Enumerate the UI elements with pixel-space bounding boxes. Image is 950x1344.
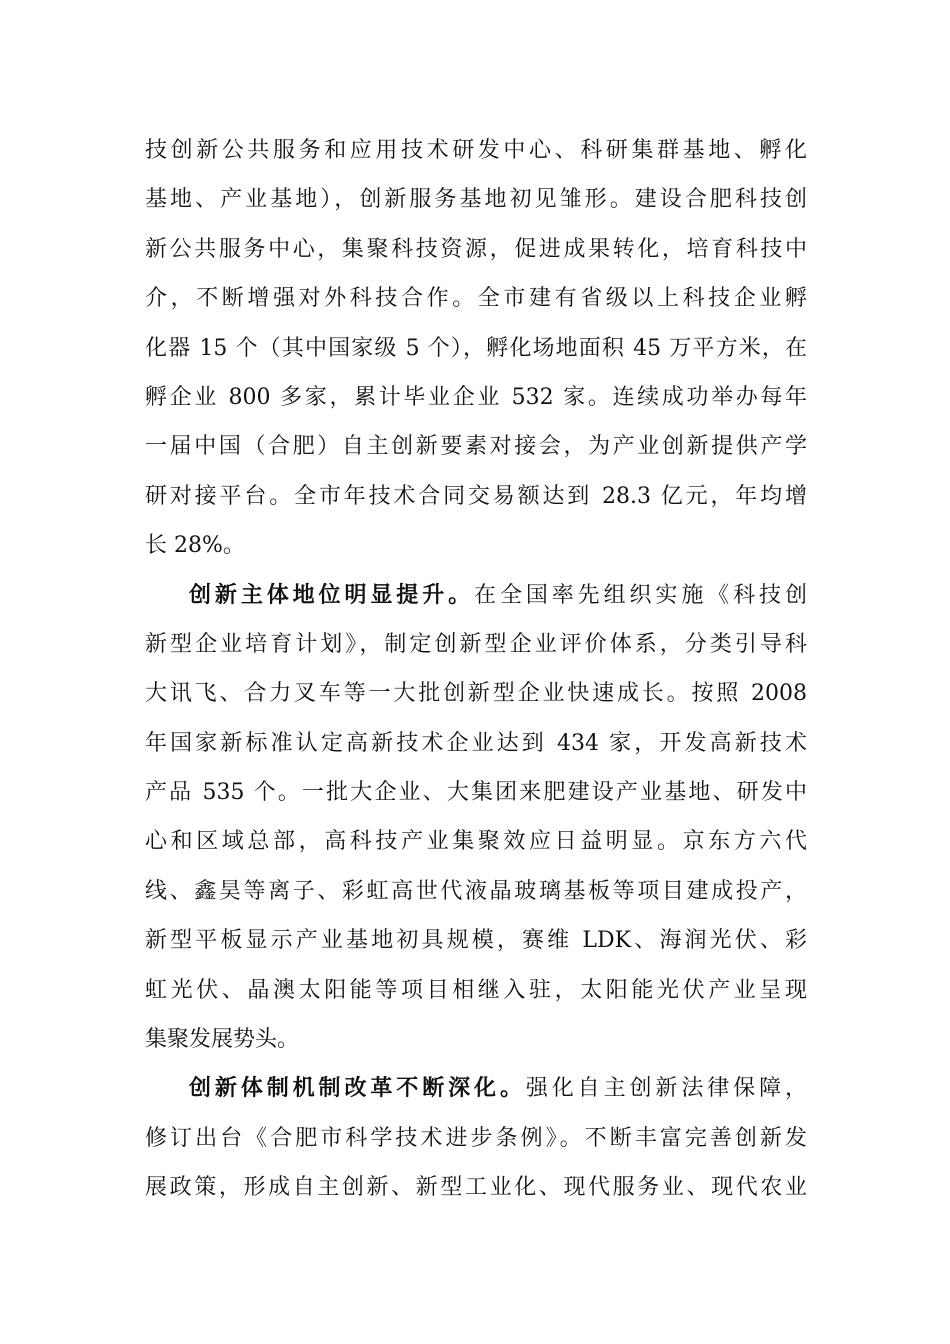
text-line: 产品 535 个。一批大企业、大集团来肥建设产业基地、研发中 (145, 780, 807, 806)
text-line (145, 571, 807, 620)
text-line: 修订出台《合肥市科学技术进步条例》。不断丰富完善创新发 (145, 1125, 807, 1151)
text-line: 虹光伏、晶澳太阳能等项目相继入驻，太阳能光伏产业呈现 (145, 977, 807, 1003)
text-line: 新型企业培育计划》，制定创新型企业评价体系，分类引导科 (145, 631, 807, 657)
paragraph-heading: 创新主体地位明显提升。 (189, 581, 475, 608)
text-line: 介，不断增强对外科技合作。全市建有省级以上科技企业孵 (145, 286, 807, 312)
text-line: 一届中国（合肥）自主创新要素对接会，为产业创新提供产学 (145, 434, 807, 460)
text-line: 化器 15 个（其中国家级 5 个），孵化场地面积 45 万平方米，在 (145, 335, 807, 361)
text-line: 研对接平台。全市年技术合同交易额达到 28.3 亿元，年均增 (145, 483, 807, 509)
paragraph (145, 1064, 807, 1212)
text-line: 大讯飞、合力叉车等一大批创新型企业快速成长。按照 2008 (145, 681, 807, 707)
text-line: 集聚发展势头。 (145, 1027, 300, 1053)
text-line: 基地、产业基地），创新服务基地初见雏形。建设合肥科技创 (145, 187, 807, 213)
text-line: 孵企业 800 多家，累计毕业企业 532 家。连续成功举办每年 (145, 384, 807, 410)
text-line: 年国家新标准认定高新技术企业达到 434 家，开发高新技术 (145, 730, 807, 756)
text-line: 心和区域总部，高科技产业集聚效应日益明显。京东方六代 (145, 829, 807, 855)
text-line: 新型平板显示产业基地初具规模，赛维 LDK、海润光伏、彩 (145, 928, 807, 954)
paragraph (145, 126, 807, 571)
paragraph-heading: 创新体制机制改革不断深化。 (189, 1075, 526, 1102)
text-line: 线、鑫昊等离子、彩虹高世代液晶玻璃基板等项目建成投产， (145, 878, 807, 904)
text-line: 新公共服务中心，集聚科技资源，促进成果转化，培育科技中 (145, 236, 807, 262)
paragraph (145, 571, 807, 1065)
text-line: 展政策，形成自主创新、新型工业化、现代服务业、现代农业 (145, 1175, 807, 1201)
text-line: 技创新公共服务和应用技术研发中心、科研集群基地、孵化 (145, 138, 807, 163)
text-run: 强化自主创新法律保障， (525, 1076, 807, 1102)
text-run: 在全国率先组织实施《科技创 (474, 582, 807, 608)
body-text (145, 126, 807, 1213)
text-line (145, 1064, 807, 1113)
text-line: 长 28%。 (145, 533, 245, 559)
